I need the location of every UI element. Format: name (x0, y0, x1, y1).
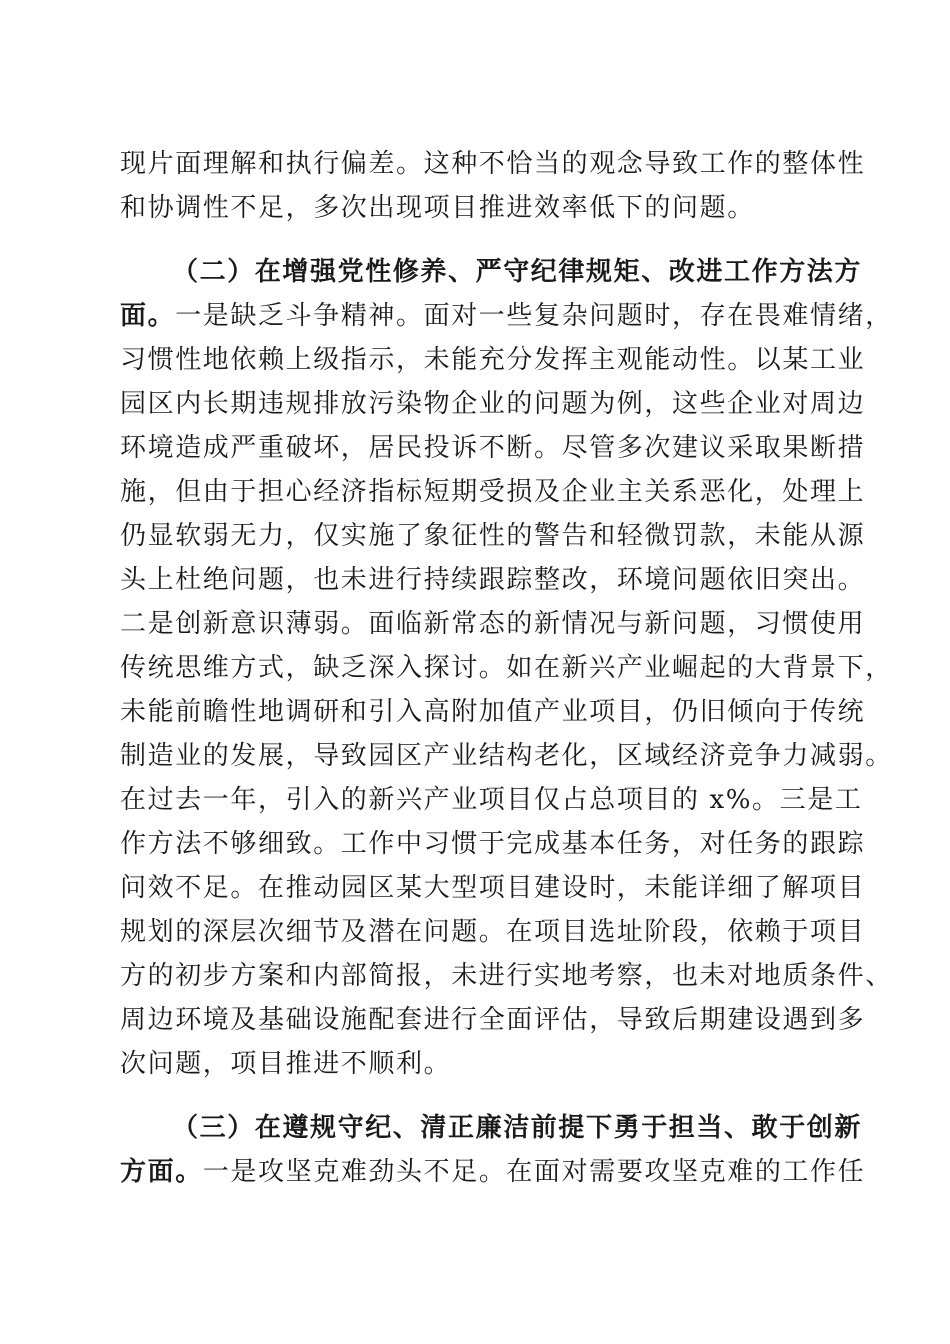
body-text: 周边环境及基础设施配套进行全面评估，导致后期建设遇到多 (120, 1005, 866, 1035)
paragraph (120, 142, 866, 230)
body-text: 一是攻坚克难劲头不足。在面对需要攻坚克难的工作任 (202, 1157, 866, 1187)
paragraph (120, 1106, 866, 1194)
body-text: 施，但由于担心经济指标短期受损及企业主关系恶化，处理上 (120, 477, 866, 507)
text-line (120, 822, 866, 866)
body-text: 一是缺乏斗争精神。面对一些复杂问题时，存在畏难情绪， (175, 301, 893, 331)
text-line (120, 382, 866, 426)
document-body (120, 142, 893, 1194)
body-text: 次问题，项目推进不顺利。 (120, 1049, 452, 1079)
body-text: 头上杜绝问题，也未进行持续跟踪整改，环境问题依旧突出。 (120, 565, 866, 595)
body-text: 仍显软弱无力，仅实施了象征性的警告和轻微罚款，未能从源 (120, 521, 866, 551)
body-text: 园区内长期违规排放污染物企业的问题为例，这些企业对周边 (120, 389, 866, 419)
section-heading-text: （三）在遵规守纪、清正廉洁前提下勇于担当、敢于创新 (172, 1113, 863, 1143)
text-line (120, 646, 893, 690)
body-text: 在过去一年，引入的新兴产业项目仅占总项目的 x%。三是工 (120, 785, 863, 815)
paragraph (120, 250, 893, 1086)
text-line (120, 866, 866, 910)
text-line (120, 1042, 836, 1086)
text-line (120, 998, 866, 1042)
text-line (120, 514, 866, 558)
text-line (120, 426, 866, 470)
body-text: 二是创新意识薄弱。面临新常态的新情况与新问题，习惯使用 (120, 609, 866, 639)
body-text: 作方法不够细致。工作中习惯于完成基本任务，对任务的跟踪 (120, 829, 866, 859)
text-line (120, 338, 866, 382)
body-text: 方的初步方案和内部简报，未进行实地考察，也未对地质条件、 (120, 961, 893, 991)
text-line (120, 778, 863, 822)
body-text: 现片面理解和执行偏差。这种不恰当的观念导致工作的整体性 (120, 149, 866, 179)
body-text: 规划的深层次细节及潜在问题。在项目选址阶段，依赖于项目 (120, 917, 866, 947)
section-heading-text: 方面。 (120, 1157, 203, 1187)
body-text: 制造业的发展，导致园区产业结构老化，区域经济竞争力减弱。 (120, 741, 893, 771)
section-heading-text: 面。 (120, 301, 176, 331)
text-line (120, 734, 893, 778)
text-line (120, 186, 836, 230)
body-text: 问效不足。在推动园区某大型项目建设时，未能详细了解项目 (120, 873, 866, 903)
text-line (120, 294, 893, 338)
text-line (120, 690, 866, 734)
text-line (120, 910, 866, 954)
body-text: 习惯性地依赖上级指示，未能充分发挥主观能动性。以某工业 (120, 345, 866, 375)
text-line (120, 470, 866, 514)
text-line (120, 142, 866, 186)
text-line (120, 1106, 863, 1150)
section-heading-text: （二）在增强党性修养、严守纪律规矩、改进工作方法方 (172, 257, 863, 287)
text-line (120, 1150, 866, 1194)
body-text: 未能前瞻性地调研和引入高附加值产业项目，仍旧倾向于传统 (120, 697, 866, 727)
text-line (120, 954, 893, 998)
body-text: 传统思维方式，缺乏深入探讨。如在新兴产业崛起的大背景下， (120, 653, 893, 683)
body-text: 环境造成严重破坏，居民投诉不断。尽管多次建议采取果断措 (120, 433, 866, 463)
text-line (120, 250, 863, 294)
text-line (120, 558, 866, 602)
body-text: 和协调性不足，多次出现项目推进效率低下的问题。 (120, 193, 755, 223)
text-line (120, 602, 866, 646)
